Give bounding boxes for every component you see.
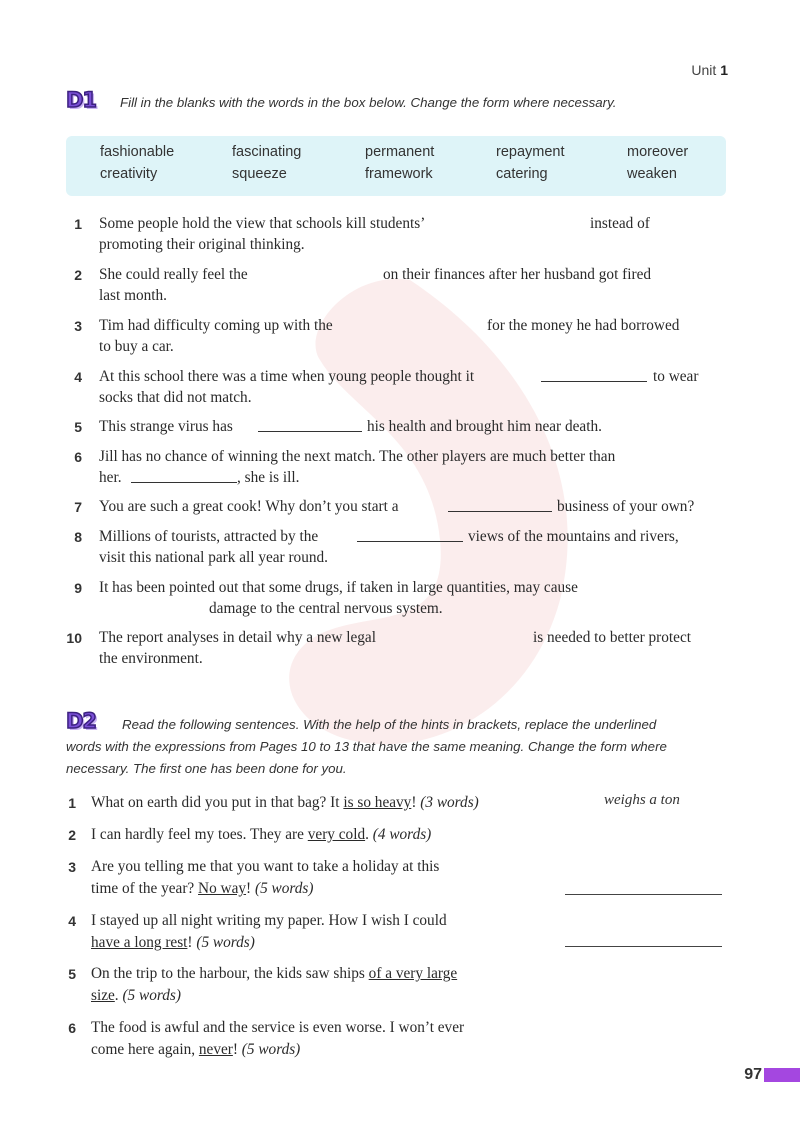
- section-d2-badge: D2: [66, 709, 97, 733]
- fill-blank[interactable]: [357, 528, 463, 542]
- word-box-item: permanent: [365, 144, 435, 160]
- word-box-item: weaken: [627, 166, 677, 182]
- fill-blank[interactable]: [541, 368, 647, 382]
- word-box-item: moreover: [627, 144, 689, 160]
- d2-instruction-line-3: necessary. The first one has been done for you.: [66, 761, 347, 776]
- d1-instruction: Fill in the blanks with the words in the box below. Change the form where necessary.: [120, 95, 617, 110]
- word-box-item: squeeze: [232, 166, 287, 182]
- page-number: 97: [744, 1066, 762, 1083]
- word-box-item: repayment: [496, 144, 565, 160]
- fill-blank[interactable]: [448, 498, 552, 512]
- answer-line-3[interactable]: [565, 894, 722, 895]
- word-box-item: creativity: [100, 166, 158, 182]
- word-box-item: fascinating: [232, 144, 302, 160]
- word-box-item: fashionable: [100, 144, 175, 160]
- word-box-item: framework: [365, 166, 433, 182]
- d2-instruction-line-2: words with the expressions from Pages 10 to 13 that have the same meaning. Change the form where: [66, 739, 667, 754]
- section-d1-badge: D1: [66, 88, 97, 112]
- word-box-item: catering: [496, 166, 548, 182]
- unit-label: Unit 1: [691, 62, 728, 78]
- answer-line-4[interactable]: [565, 946, 722, 947]
- d2-instruction-line-1: Read the following sentences. With the help of the hints in brackets, replace the underlined: [122, 717, 657, 732]
- page-number-bar: [764, 1068, 800, 1082]
- fill-blank[interactable]: [258, 418, 362, 432]
- word-box: [66, 136, 726, 196]
- fill-blank[interactable]: [131, 469, 237, 483]
- example-answer: weighs a ton: [604, 792, 680, 808]
